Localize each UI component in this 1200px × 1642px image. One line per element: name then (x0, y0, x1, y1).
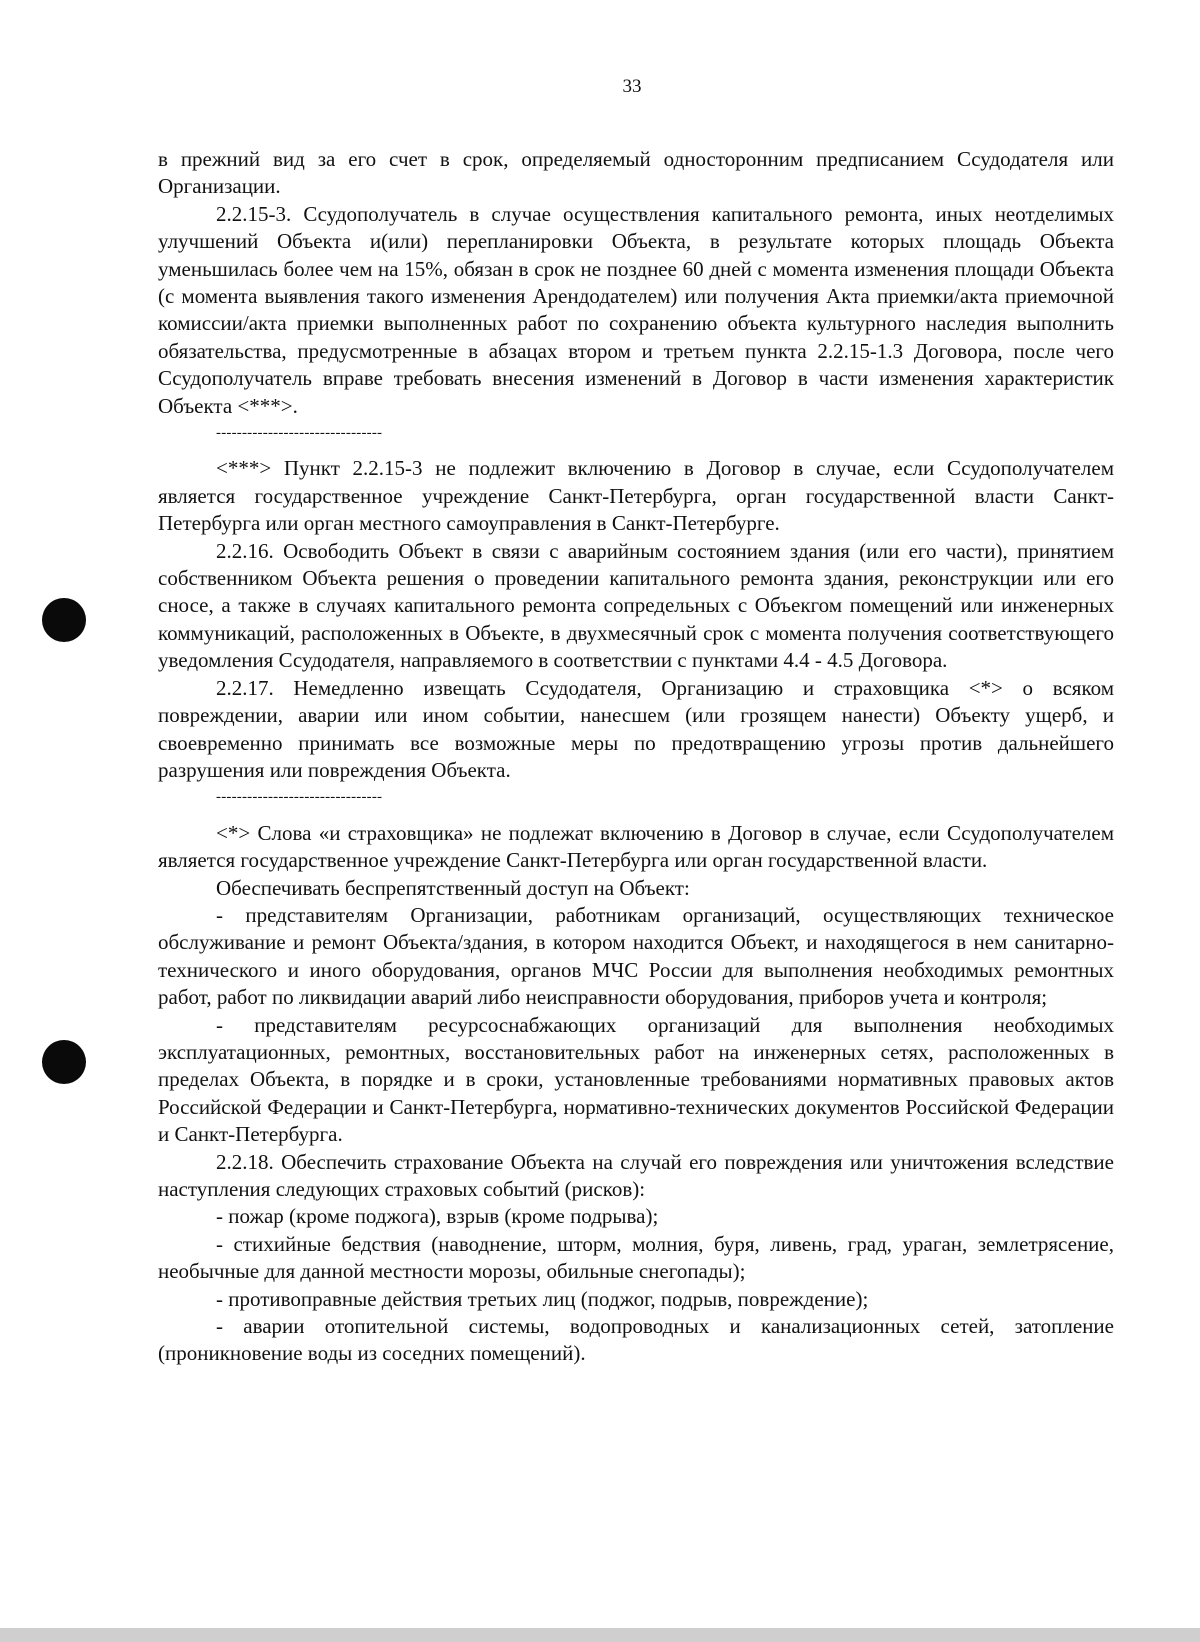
scan-bottom-edge (0, 1628, 1200, 1642)
punch-hole-bottom (42, 1040, 86, 1084)
access-intro: Обеспечивать беспрепятственный доступ на Объект: (216, 875, 690, 900)
footnote-triple-asterisk: <***> Пункт 2.2.15-3 не подлежит включению в Договор в случае, если Ссудополучателем является государственное учреждение Санкт-Петербурга, орган государственной власти Санкт-Петербурга или орган местного самоуправления в Санкт-Петербурге. (158, 456, 1114, 536)
clause-2-2-17: 2.2.17. Немедленно извещать Ссудодателя, Организацию и страховщика <*> о всяком повреждении, аварии или ином событии, нанесшем (или грозящем нанести) Объекту ущерб, и своевременно принимать все возможные меры по предотвращению угрозы против дальнейшего разрушения или повреждения Объекта. (158, 675, 1114, 782)
clause-2-2-15-3: 2.2.15-3. Ссудополучатель в случае осуществления капитального ремонта, иных неотделимых улучшений Объекта и(или) перепланировки Объекта, в результате которых площадь Объекта уменьшилась более чем на 15%, обязан в срок не позднее 60 дней с момента изменения площади Объекта (с момента выявления такого изменения Арендодателем) или получения Акта приемки/акта приемочной комиссии/акта приемки выполненных работ по сохранению объекта культурного наследия выполнить обязательства, предусмотренные в абзацах втором и третьем пункта 2.2.15-1.3 Договора, после чего Ссудополучатель вправе требовать внесения изменений в Договор в части изменения характеристик Объекта <***>. (158, 201, 1114, 418)
risk-item-third-parties: - противоправные действия третьих лиц (поджог, подрыв, повреждение); (216, 1286, 869, 1311)
risk-item-natural-disasters: - стихийные бедствия (наводнение, шторм, молния, буря, ливень, град, ураган, землетрясение, необычные для данной местности морозы, обильные снегопады); (158, 1231, 1114, 1284)
access-item-organization: - представителям Организации, работникам организаций, осуществляющих техническое обслуживание и ремонт Объекта/здания, в котором находится Объект, и находящегося в нем санитарно-технического и иного оборудования, органов МЧС России для выполнения необходимых ремонтных работ, работ по ликвидации аварий либо неисправности оборудования, приборов учета и контроля; (158, 902, 1114, 1010)
risk-item-accidents: - аварии отопительной системы, водопроводных и канализационных сетей, затопление (проникновение воды из соседних помещений). (158, 1314, 1114, 1366)
document-body (158, 146, 1114, 1368)
paragraph-continuation: в прежний вид за его счет в срок, определяемый односторонним предписанием Ссудодателя или Организации. (158, 147, 1114, 199)
punch-hole-top (42, 598, 86, 642)
footnote-separator: -------------------------------- (216, 789, 383, 806)
footnote-separator: -------------------------------- (216, 425, 383, 442)
page-number: 33 (622, 76, 642, 97)
clause-2-2-18: 2.2.18. Обеспечить страхование Объекта на случай его повреждения или уничтожения вследствие наступления следующих страховых событий (рисков): (158, 1149, 1114, 1201)
risk-item-fire: - пожар (кроме поджога), взрыв (кроме подрыва); (216, 1204, 659, 1229)
clause-2-2-16: 2.2.16. Освободить Объект в связи с аварийным состоянием здания (или его части), принятием собственником Объекта решения о проведении капитального ремонта здания, реконструкции или его сносе, а также в случаях капитального ремонта сопредельных с Объекгом помещений или инженерных коммуникаций, расположенных в Объекте, в двухмесячный срок с момента получения соответствующего уведомления Ссудодателя, направляемого в соответствии с пунктами 4.4 - 4.5 Договора. (158, 538, 1114, 673)
footnote-asterisk: <*> Слова «и страховщика» не подлежат включению в Договор в случае, если Ссудополучателем является государственное учреждение Санкт-Петербурга или орган государственной власти. (158, 820, 1114, 873)
access-item-resource-suppliers: - представителям ресурсоснабжающих организаций для выполнения необходимых эксплуатационных, ремонтных, восстановительных работ на инженерных сетях, расположенных в пределах Объекта, в порядке и в сроки, установленные требованиями нормативных правовых актов Российской Федерации и Санкт-Петербурга, нормативно-технических документов Российской Федерации и Санкт-Петербурга. (158, 1012, 1114, 1147)
